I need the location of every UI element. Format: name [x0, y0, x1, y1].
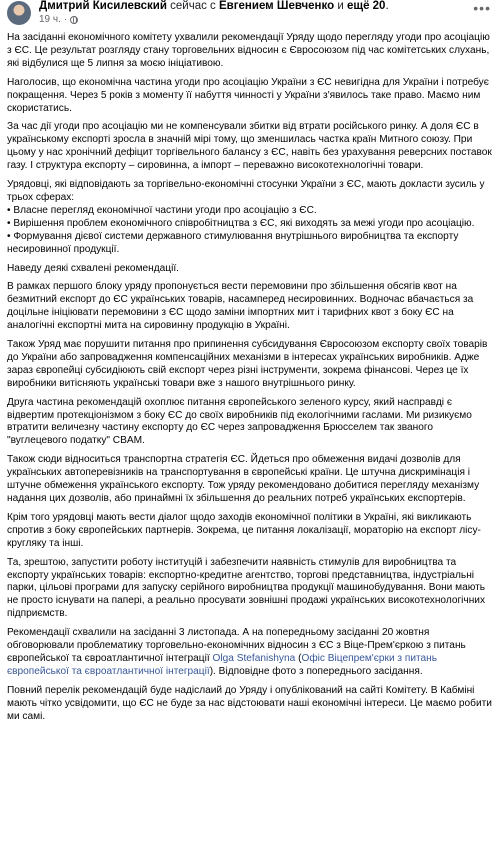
post-header-text: [39, 0, 389, 26]
paragraph-13: Повний перелік рекомендацій буде надіслаий до Уряду і опублікований на сайті Комітету. В Кабміні мають чітко усвідомити, що ЄС не буде за нас відстоювати наші економічні інтереси. Це маємо робити ми самі.: [7, 684, 492, 722]
post-header: [7, 0, 493, 32]
link-vice-pm-office[interactable]: Офіс Віцепрем'єрки з питань європейської та євроатлантичної інтеграції: [7, 652, 438, 677]
paragraph-8: Друга частина рекомендацій охоплює питання європейського зеленого курсу, який насправді є відвертим протекціонізмом з боку ЄС до своїх виробників під екологічними гаслами. Ми ризикуємо втратити величезну частину експорту до ЄС через запровадження Брюсселем так званого "вуглецевого податку" CBAM.: [7, 396, 472, 447]
author-avatar[interactable]: [7, 1, 31, 25]
link-olga-stefanishyna[interactable]: Olga Stefanishyna: [212, 652, 296, 664]
post-time[interactable]: 19 ч.: [39, 14, 61, 25]
tagged-others[interactable]: ещё 20: [346, 0, 386, 12]
paragraph-4: Урядовці, які відповідають за торгівельно-економічні стосунки України з ЄС, мають докласти зусиль у трьох сферах: • Власне перегляд економічної частини угоди про асоціацію з ЄС. • Вирішення проблем економічного співробітництва з ЄС, які виходять за межі угоди про асоціацію. • Формування дієвої системи державного стимулювання внутрішнього виробництва та експорту несировинної продукції.: [7, 179, 485, 255]
paragraph-1: На засіданні економічного комітету ухвалили рекомендації Уряду щодо перегляду угоди про асоціацію з ЄС. Це результат розгляду стану торговельних відносин є Євросоюзом під час комітетських слухань, які відбулися ще 5 липня за моєю ініціативою.: [7, 32, 490, 69]
globe-icon[interactable]: [70, 16, 78, 24]
with-text: сейчас с: [170, 0, 216, 12]
paragraph-6: В рамках першого блоку уряду пропонується вести перемовини про збільшення обсягів квот на безмитний експорт до ЄС українських товарів, насамперед несировинних. Водночас вбачається за доцільне ініціювати перемовини з ЄС щодо заміни імпортних мит і тарифних квот з боку ЄС на аналогічні експортні мита на сировинну продукцію в Україні.: [7, 281, 474, 332]
paragraph-2: Наголосив, що економічна частина угоди про асоціацію України з ЄС невигідна для України і потребує покращення. Через 5 років з моменту її набуття чинності у України з'явилось таке право. Маємо ним скористатись.: [7, 76, 489, 114]
paragraph-12-open-paren: (: [295, 652, 302, 664]
and-text: и: [337, 0, 344, 12]
paragraph-3: За час дії угоди про асоціацію ми не компенсували збитки від втрати російського ринку. А доля ЄС в українському експорті зросла в значній мірі тому, що зменшилась частка країн Митного союзу. При цьому у нас хронічний дефіцит торгівельного балансу з ЄС, навіть без урахування реверсних поставок газу. І структура експорту – сировинна, а імпорт – переважно високотехнологічні товари.: [7, 121, 492, 172]
post-meta: [39, 13, 389, 26]
post-body: [7, 32, 493, 724]
header-period: .: [385, 0, 389, 12]
tagged-person[interactable]: Евгением Шевченко: [219, 0, 335, 12]
paragraph-7: Також Уряд має порушити питання про припинення субсидування Євросоюзом експорту своїх товарів до України або запровадження компенсаційних механізми в інтересах українських виробників. Адже зараз європейці субсидіюють свій експорт через різні інструменти, зокрема фінансові. Через це їх виробники витісняють українські товари вже з нашого внутрішнього ринку.: [7, 339, 488, 389]
paragraph-9: Також сюди відноситься транспортна стратегія ЄС. Йдеться про обмеження видачі дозволів для українських автоперевізників на транспортування в європейські країни. Це штучна дискримінація і штучне обмеження українського експорту. Тож уряду рекомендовано добитися перегляду механізму надання цих дозволів, або принаймні їх збільшення до реальних потреб українських експортерів.: [7, 454, 480, 504]
paragraph-11: Та, зрештою, запустити роботу інституцій і забезпечити наявність стимулів для виробництва та експорту українських товарів: експортно-кредитне агентство, торгові представництва, індустріальні парки, цільові програми для запуску серійного виробництва продукції машинобудування. Вони мають не просто існувати на папері, а реально просувати зовнішні продажі українських високотехнологічних підприємств.: [7, 556, 486, 620]
paragraph-12: [7, 627, 493, 679]
paragraph-12-text-after: ). Відповідне фото з попереднього засідання.: [209, 665, 423, 677]
author-line: [39, 0, 389, 13]
paragraph-5: Наведу деякі схвалені рекомендації.: [7, 262, 179, 274]
paragraph-10: Крім того урядовці мають вести діалог щодо заходів економічної політики в Україні, які викликають спротив з боку європейських партнерів. Зокрема, це питання локалізації, мораторію на експорт лісу-кругляку та інші.: [7, 511, 481, 549]
paragraph-12-text-before: Рекомендації схвалили на засіданні 3 листопада. А на попередньому засіданні 20 жовтня обговорювали проблематику торговельно-економічних відносин з ЄС з Віце-Прем'єркою з питань європейської та євроатлантичної інтеграції: [7, 627, 466, 664]
meta-separator: ·: [63, 14, 68, 25]
author-name[interactable]: Дмитрий Кисилевский: [39, 0, 167, 12]
more-options-icon[interactable]: •••: [473, 0, 491, 16]
